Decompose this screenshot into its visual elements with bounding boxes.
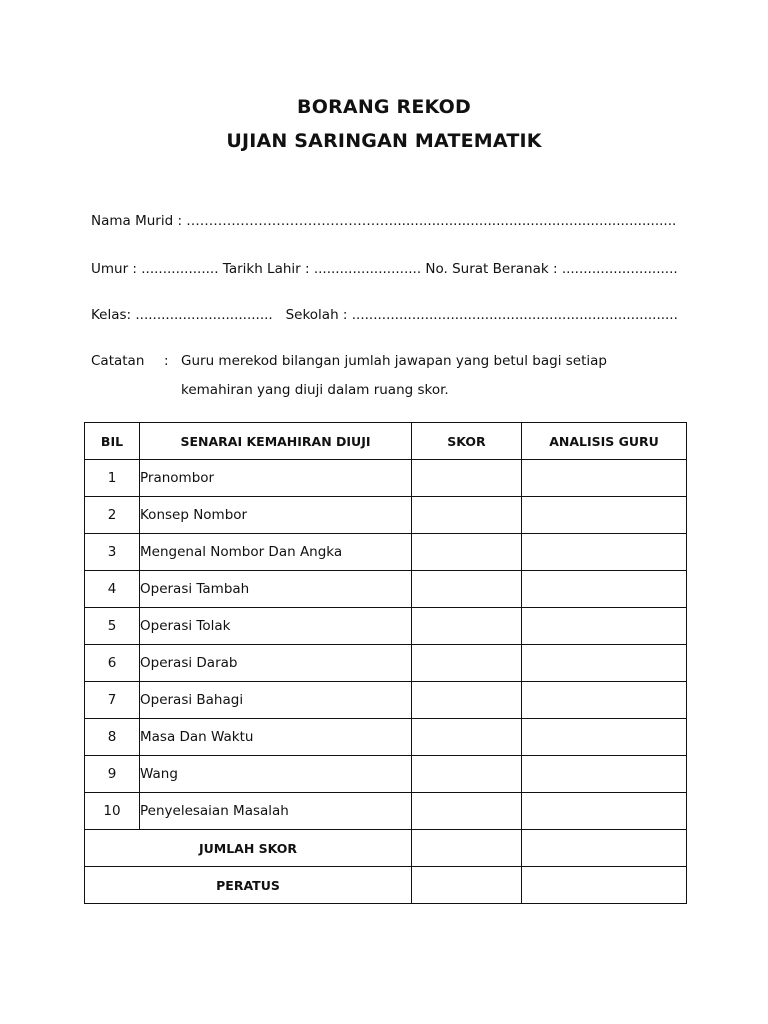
row-bil: 1 <box>85 460 140 497</box>
header-analisis-guru: ANALISIS GURU <box>522 423 687 460</box>
row-bil: 4 <box>85 571 140 608</box>
peratus-analisis-cell[interactable] <box>522 867 687 904</box>
skor-cell[interactable] <box>412 497 522 534</box>
note-text-line2: kemahiran yang diuji dalam ruang skor. <box>181 382 449 398</box>
header-skor: SKOR <box>412 423 522 460</box>
analisis-cell[interactable] <box>522 645 687 682</box>
table-row <box>85 645 687 682</box>
umur-tarikh-field-row: Umur : .................. Tarikh Lahir : ......................... No. Surat Beranak : ........................... <box>91 261 678 277</box>
skor-cell[interactable] <box>412 793 522 830</box>
table-row <box>85 682 687 719</box>
nama-murid-field: Nama Murid : ………………………………………................................................................... <box>91 213 677 229</box>
row-skill: Operasi Tambah <box>140 571 412 608</box>
analisis-cell[interactable] <box>522 756 687 793</box>
row-skill: Operasi Darab <box>140 645 412 682</box>
table-row <box>85 571 687 608</box>
skor-cell[interactable] <box>412 460 522 497</box>
note-text-line1: Guru merekod bilangan jumlah jawapan yang betul bagi setiap <box>181 353 607 369</box>
analisis-cell[interactable] <box>522 497 687 534</box>
row-skill: Operasi Tolak <box>140 608 412 645</box>
skor-cell[interactable] <box>412 719 522 756</box>
record-table <box>84 422 687 904</box>
row-bil: 3 <box>85 534 140 571</box>
header-senarai-kemahiran: SENARAI KEMAHIRAN DIUJI <box>140 423 412 460</box>
skor-cell[interactable] <box>412 571 522 608</box>
peratus-label: PERATUS <box>85 867 412 904</box>
analisis-cell[interactable] <box>522 682 687 719</box>
row-skill: Pranombor <box>140 460 412 497</box>
row-skill: Konsep Nombor <box>140 497 412 534</box>
skor-cell[interactable] <box>412 756 522 793</box>
header-bil: BIL <box>85 423 140 460</box>
jumlah-skor-label: JUMLAH SKOR <box>85 830 412 867</box>
form-subtitle: UJIAN SARINGAN MATEMATIK <box>226 130 542 152</box>
table-header-row <box>85 423 687 460</box>
jumlah-analisis-cell[interactable] <box>522 830 687 867</box>
row-bil: 7 <box>85 682 140 719</box>
note-colon: : <box>164 353 169 369</box>
skor-cell[interactable] <box>412 645 522 682</box>
table-row <box>85 608 687 645</box>
skor-cell[interactable] <box>412 608 522 645</box>
peratus-row <box>85 867 687 904</box>
analisis-cell[interactable] <box>522 534 687 571</box>
analisis-cell[interactable] <box>522 460 687 497</box>
table-row <box>85 534 687 571</box>
row-bil: 9 <box>85 756 140 793</box>
row-bil: 8 <box>85 719 140 756</box>
jumlah-skor-cell[interactable] <box>412 830 522 867</box>
row-skill: Operasi Bahagi <box>140 682 412 719</box>
row-bil: 10 <box>85 793 140 830</box>
analisis-cell[interactable] <box>522 719 687 756</box>
table-row <box>85 460 687 497</box>
row-skill: Mengenal Nombor Dan Angka <box>140 534 412 571</box>
table-row <box>85 719 687 756</box>
note-label: Catatan <box>91 353 145 369</box>
peratus-skor-cell[interactable] <box>412 867 522 904</box>
kelas-sekolah-field-row: Kelas: ................................ Sekolah : ............................................................................ <box>91 307 678 323</box>
skor-cell[interactable] <box>412 534 522 571</box>
analisis-cell[interactable] <box>522 571 687 608</box>
jumlah-skor-row <box>85 830 687 867</box>
skor-cell[interactable] <box>412 682 522 719</box>
table-row <box>85 793 687 830</box>
analisis-cell[interactable] <box>522 608 687 645</box>
table-row <box>85 497 687 534</box>
row-bil: 2 <box>85 497 140 534</box>
analisis-cell[interactable] <box>522 793 687 830</box>
table-row <box>85 756 687 793</box>
row-skill: Penyelesaian Masalah <box>140 793 412 830</box>
row-skill: Masa Dan Waktu <box>140 719 412 756</box>
form-title: BORANG REKOD <box>297 96 471 118</box>
row-bil: 5 <box>85 608 140 645</box>
row-skill: Wang <box>140 756 412 793</box>
row-bil: 6 <box>85 645 140 682</box>
